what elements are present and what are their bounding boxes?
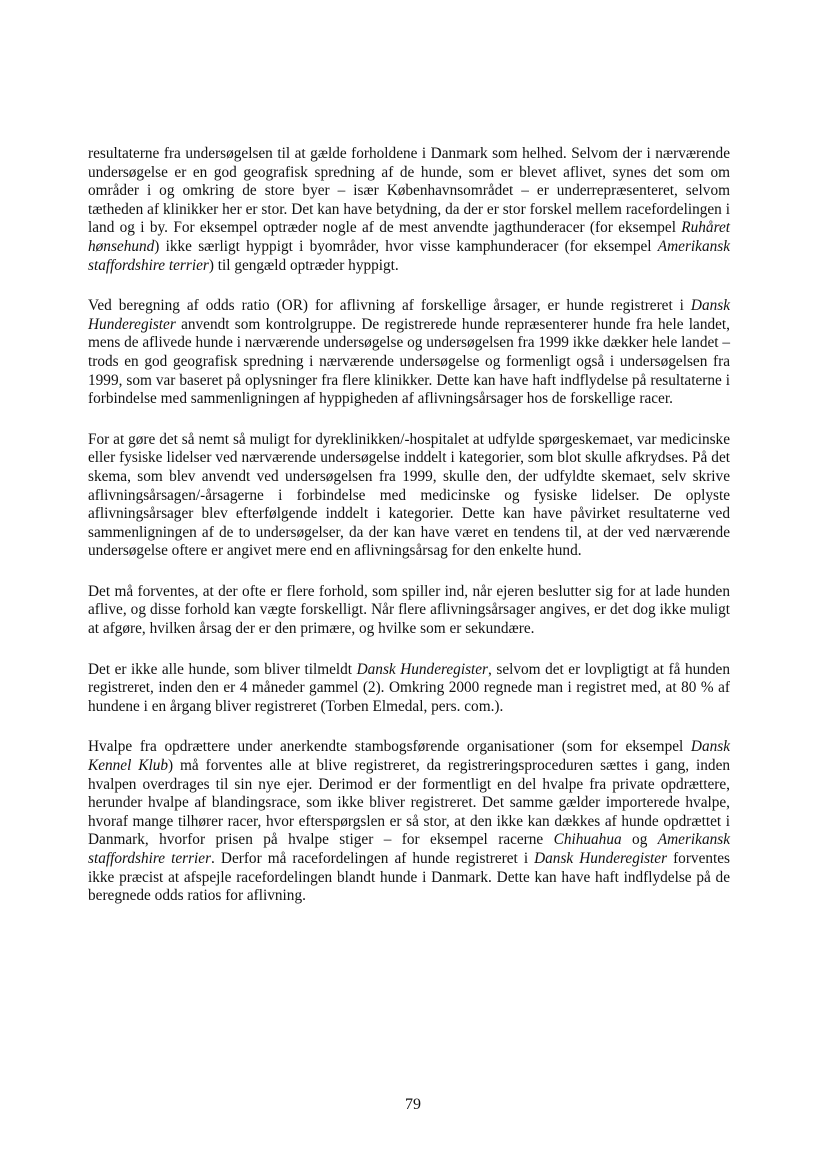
italic-term: Amerikansk staffordshire terrier — [88, 831, 730, 867]
italic-term: Dansk Hunderegister — [534, 850, 668, 867]
page-number: 79 — [405, 1096, 421, 1113]
text-run: forventes ikke præcist at afspejle racefordelingen blandt hunde i Danmark. Dette kan have haft indflydelse på de beregnede odds ratios for aflivning. — [88, 850, 730, 905]
paragraph — [88, 583, 730, 639]
paragraph — [88, 738, 730, 905]
italic-term: Dansk Kennel Klub — [88, 738, 730, 775]
italic-term: Chihuahua — [553, 831, 622, 849]
paragraph — [88, 145, 730, 275]
italic-term: Dansk Hunderegister — [356, 660, 489, 678]
paragraph — [88, 661, 730, 717]
text-run: Hvalpe fra opdrættere under anerkendte stambogsførende organisationer (som for eksempel — [88, 738, 691, 756]
italic-term: Ruhåret hønsehund — [88, 219, 730, 255]
text-run: Det er ikke alle hunde, som bliver tilmeldt — [88, 660, 357, 678]
text-run: og — [621, 831, 658, 849]
text-run: . Derfor må racefordelingen af hunde registreret i — [211, 850, 535, 867]
text-run: ) til gengæld optræder hyppigt. — [208, 256, 399, 274]
text-run: , selvom det er lovpligtigt at få hunden registreret, inden den er 4 måneder gammel (2). Omkring 2000 regnede man i registret med, at 80 % af hundene i en årgang bliver registreret (Torben Elmedal, pers. com.). — [88, 660, 730, 715]
text-run: resultaterne fra undersøgelsen til at gælde forholdene i Danmark som helhed. Selvom der i nærværende undersøgelse er en god geografisk spredning af de hunde, som er blevet aflivet, synes det som om områder i og omkring de store byer – især Københavnsområdet – er underrepræsenteret, selvom tætheden af klinikker her er stor. Det kan have betydning, da der er stor forskel mellem racefordelingen i land og i by. For eksempel optræder nogle af de mest anvendte jagthunderacer (for eksempel — [88, 145, 730, 237]
italic-term: Amerikansk staffordshire terrier — [88, 237, 730, 274]
text-run: Ved beregning af odds ratio (OR) for aflivning af forskellige årsager, er hunde registreret i — [88, 297, 691, 315]
paragraph — [88, 297, 730, 409]
text-run: ) må forventes alle at blive registreret, da registreringsproceduren sættes i gang, inden hvalpen overdrages til sin nye ejer. Derimod er der formentligt en del hvalpe fra private opdrættere, herunder hvalpe af blandingsrace, som ikke bliver registreret. Det samme gælder importerede hvalpe, hvoraf mange tilhører racer, hvor efterspørgslen er så stor, at den ikke kan dækkes af hunde opdrættet i Danmark, hvorfor prisen på hvalpe stiger – for eksempel racerne — [88, 757, 731, 849]
text-run: anvendt som kontrolgruppe. De registrerede hunde repræsenterer hunde fra hele landet, mens de aflivede hunde i nærværende undersøgelse og undersøgelsen fra 1999 ikke dækker hele landet – trods en god geografisk spredning i nærværende undersøgelse og formenligt også i undersøgelsen fra 1999, som var baseret på oplysninger fra flere klinikker. Dette kan have haft indflydelse på resultaterne i forbindelse med sammenligningen af hyppigheden af aflivningsårsager hos de forskellige racer. — [88, 315, 730, 408]
text-run: Det må forventes, at der ofte er flere forhold, som spiller ind, når ejeren beslutter sig for at lade hunden aflive, og disse forhold kan vægte forskelligt. Når flere aflivningsårsager angives, er det dog ikke muligt at afgøre, hvilken årsag der er den primære, og hvilke som er sekundære. — [88, 582, 730, 638]
text-run: ) ikke særligt hyppigt i byområder, hvor visse kamphunderacer (for eksempel — [154, 237, 658, 255]
paragraph — [88, 431, 730, 561]
text-run: For at gøre det så nemt så muligt for dyreklinikken/-hospitalet at udfylde spørgeskemaet, var medicinske eller fysiske lidelser ved nærværende undersøgelse inddelt i kategorier, som blot skulle afkrydses. På det skema, som blev anvendt ved undersøgelsen fra 1999, skulle den, der udfyldte skemaet, selv skrive aflivningsårsagen/-årsagerne i forbindelse med medicinske og fysiske lidelser. De oplyste aflivningsårsager blev efterfølgende inddelt i kategorier. Dette kan have påvirket resultaterne ved sammenligningen af de to undersøgelser, da der kan have været en tendens til, at der ved nærværende undersøgelse oftere er angivet mere end en aflivningsårsag for den enkelte hund. — [88, 430, 730, 560]
italic-term: Dansk Hunderegister — [88, 297, 730, 333]
body-text — [88, 145, 730, 928]
